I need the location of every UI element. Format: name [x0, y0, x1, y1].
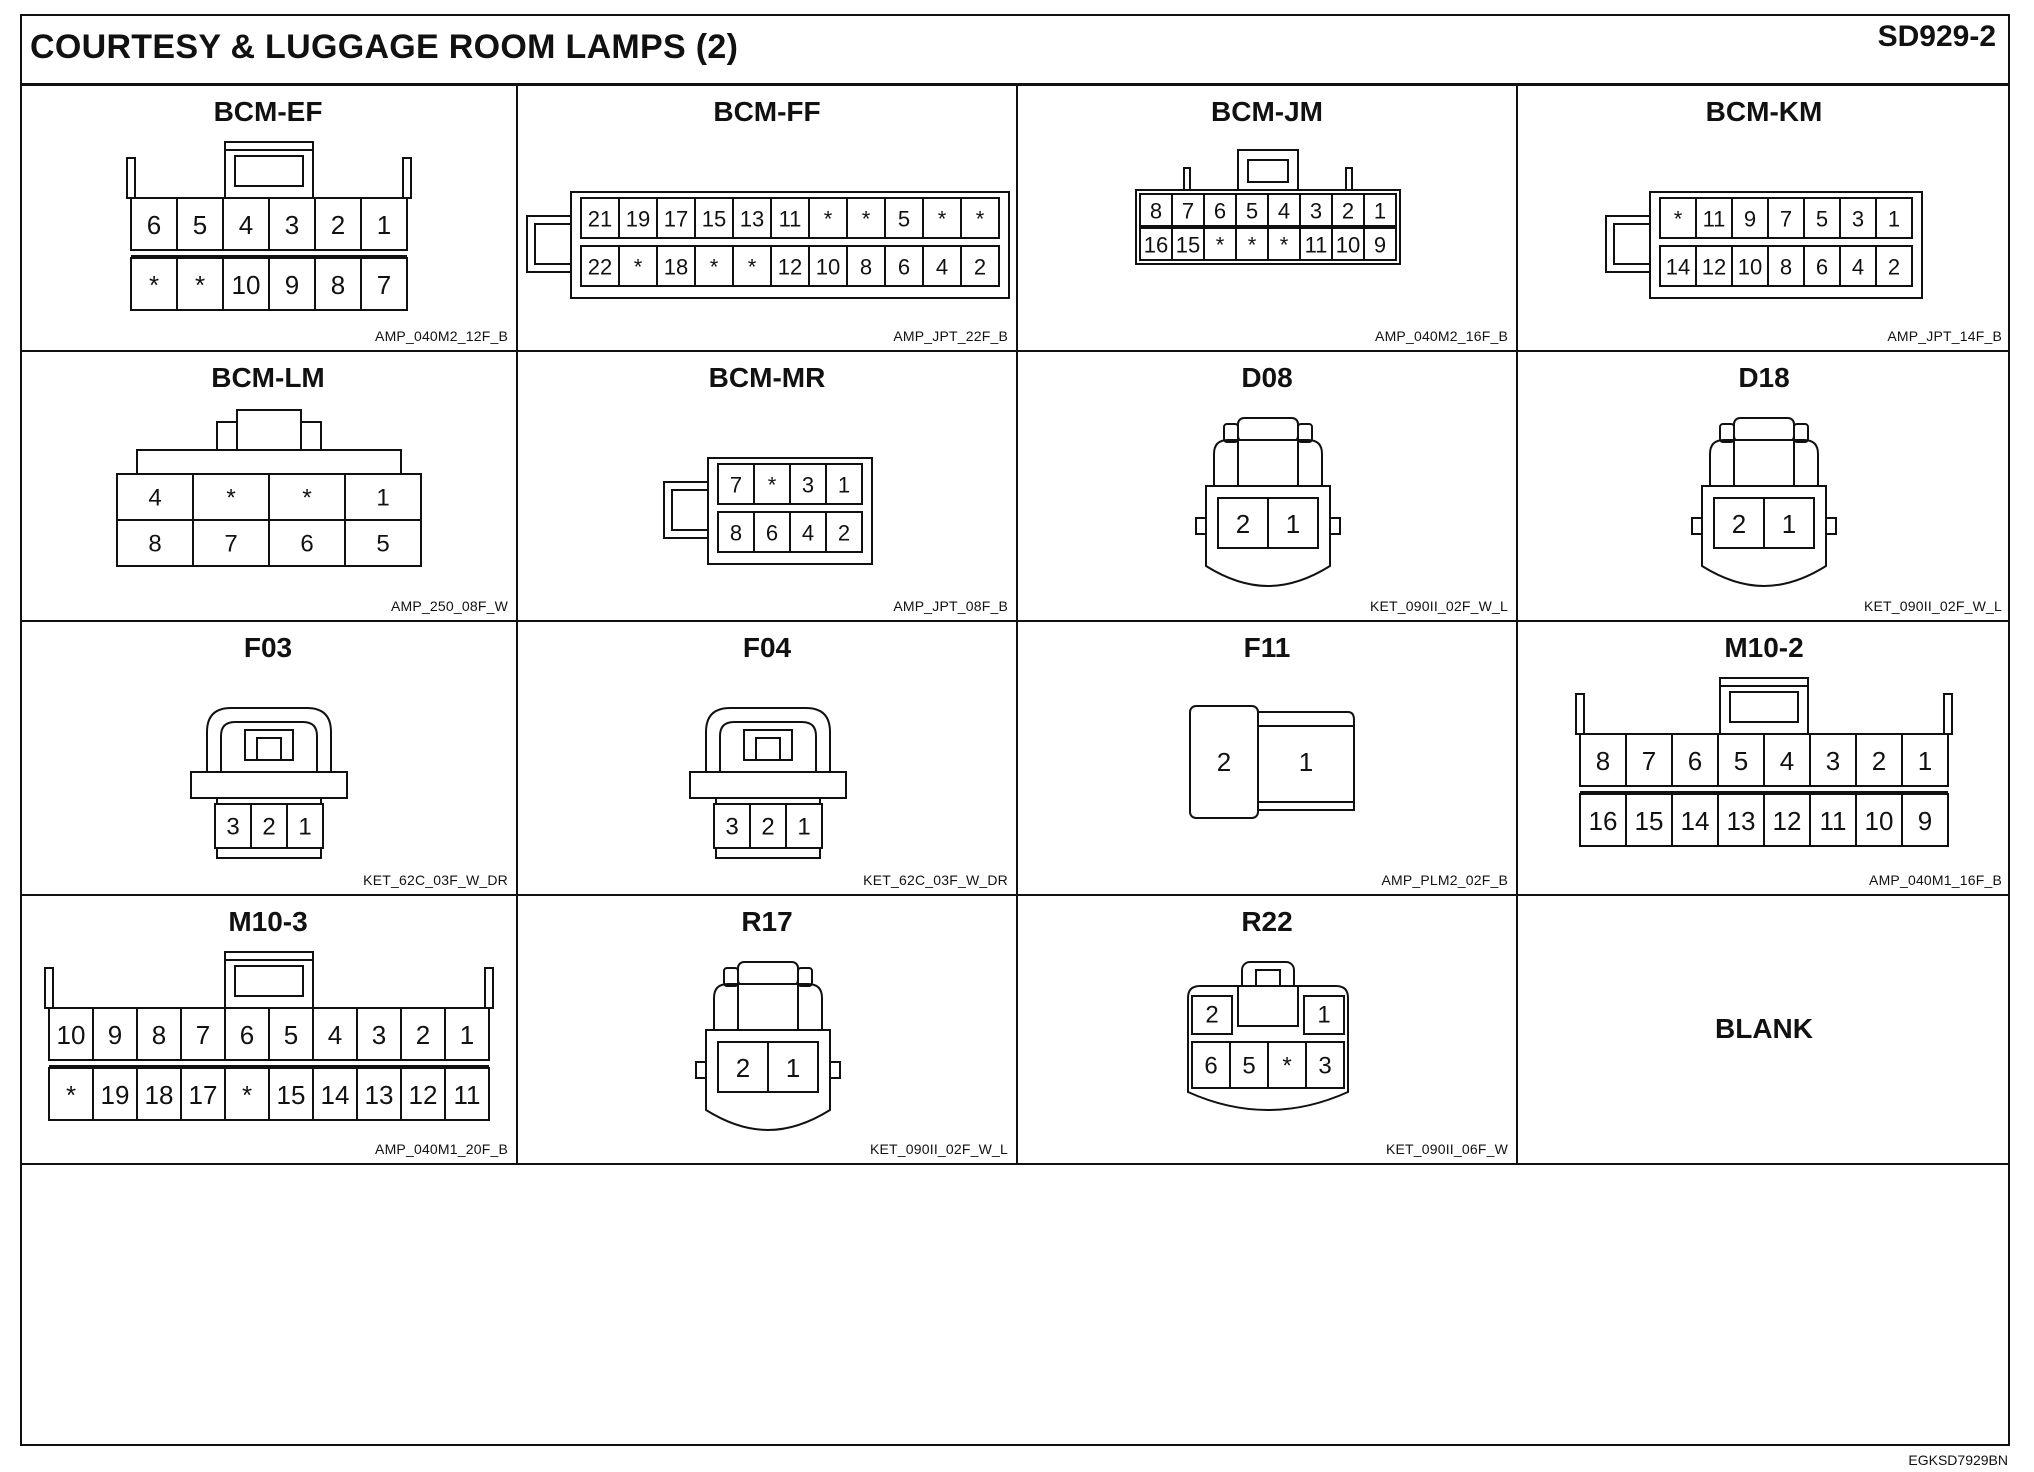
pin-label: 7 [224, 530, 238, 558]
connector-name: M10-2 [1724, 632, 1804, 663]
connector-cell [518, 86, 1018, 352]
pin-label: * [975, 206, 985, 232]
pin-label: 1 [376, 484, 390, 512]
pin-label: 11 [1702, 206, 1726, 232]
connector-cell [518, 896, 1018, 1165]
pin-label: 12 [777, 254, 803, 280]
connector-face-drawing [1518, 352, 2010, 598]
pin-label: * [302, 484, 312, 512]
connector-face-drawing [518, 896, 1018, 1141]
pin-label: 2 [735, 1053, 751, 1083]
pin-label: 17 [663, 206, 689, 232]
pin-label: 2 [1871, 746, 1887, 776]
pin-label: 6 [1213, 198, 1227, 224]
connector-cell [1018, 896, 1518, 1165]
pin-label: 4 [327, 1020, 343, 1050]
pin-label: 1 [837, 472, 851, 498]
connector-name: F11 [1243, 632, 1291, 663]
pin-label: 13 [739, 206, 765, 232]
connector-part-code: KET_62C_03F_W_DR [863, 872, 1008, 888]
pin-label: 9 [107, 1020, 123, 1050]
connector-face-drawing [518, 86, 1018, 328]
pin-label: 8 [148, 530, 162, 558]
pin-label: 8 [1149, 198, 1163, 224]
pin-label: 3 [226, 813, 240, 841]
pin-label: 4 [1851, 254, 1865, 280]
pin-label: 14 [1680, 806, 1710, 836]
pin-label: 4 [801, 520, 815, 546]
pin-label: 1 [1887, 206, 1901, 232]
pin-label: 6 [1204, 1052, 1218, 1080]
connector-cell [1518, 352, 2010, 622]
pin-label: 5 [1245, 198, 1259, 224]
pin-label: 13 [364, 1080, 394, 1110]
pin-label: 10 [1864, 806, 1894, 836]
connector-face-drawing [1518, 622, 2010, 872]
connector-part-code: AMP_PLM2_02F_B [1381, 872, 1508, 888]
connector-face-drawing [20, 622, 518, 872]
pin-label: 4 [148, 484, 162, 512]
pin-label: * [241, 1080, 253, 1110]
pin-label: 6 [765, 520, 779, 546]
pin-label: 2 [1731, 509, 1747, 539]
pin-label: 3 [801, 472, 815, 498]
connector-part-code: KET_62C_03F_W_DR [363, 872, 508, 888]
blank-cell [1518, 896, 2010, 1165]
pin-label: 10 [1737, 254, 1763, 280]
pin-label: 15 [701, 206, 727, 232]
pin-label: 5 [1242, 1052, 1256, 1080]
connector-cell [1018, 622, 1518, 896]
connector-face-drawing [518, 622, 1018, 872]
pin-label: 5 [283, 1020, 299, 1050]
pin-label: 8 [1779, 254, 1793, 280]
pin-label: 16 [1143, 232, 1169, 258]
pin-label: 15 [1175, 232, 1201, 258]
pin-label: 1 [1373, 198, 1387, 224]
connector-part-code: KET_090II_02F_W_L [869, 1141, 1008, 1157]
connector-part-code: AMP_JPT_22F_B [893, 328, 1008, 344]
pin-label: 5 [897, 206, 911, 232]
connector-cell [20, 896, 518, 1165]
connector-part-code: AMP_JPT_08F_B [893, 598, 1008, 614]
pin-label: 1 [459, 1020, 475, 1050]
connector-name: R17 [741, 906, 793, 937]
connector-face-drawing [1018, 896, 1518, 1141]
pin-label: * [861, 206, 871, 232]
pin-label: 8 [1595, 746, 1611, 776]
connector-name: BCM-KM [1705, 96, 1823, 127]
pin-label: 7 [1779, 206, 1793, 232]
connector-face-drawing [20, 86, 518, 328]
pin-label: 3 [371, 1020, 387, 1050]
pin-label: 8 [729, 520, 743, 546]
pin-label: 10 [815, 254, 841, 280]
pin-label: 7 [376, 270, 392, 300]
connector-part-code: AMP_040M2_12F_B [375, 328, 508, 344]
pin-label: 2 [1205, 1001, 1219, 1029]
pin-label: 1 [1298, 747, 1314, 777]
pin-label: 22 [587, 254, 613, 280]
connector-name: BCM-EF [213, 96, 323, 127]
pin-label: 2 [1216, 747, 1232, 777]
pin-label: 2 [330, 210, 346, 240]
connector-face-drawing [1518, 86, 2010, 328]
pin-label: 9 [284, 270, 300, 300]
connector-name: F03 [243, 632, 293, 663]
pin-label: 15 [1634, 806, 1664, 836]
connector-face-drawing [1018, 86, 1518, 328]
connector-name: M10-3 [228, 906, 308, 937]
pin-label: 17 [188, 1080, 218, 1110]
pin-label: * [194, 270, 206, 300]
pin-label: 9 [1373, 232, 1387, 258]
pin-label: 12 [1701, 254, 1727, 280]
pin-label: 5 [192, 210, 208, 240]
pin-label: * [226, 484, 236, 512]
pin-label: 7 [729, 472, 743, 498]
pin-label: 11 [1304, 232, 1328, 258]
connector-cell [20, 352, 518, 622]
pin-label: * [709, 254, 719, 280]
connector-face-drawing [20, 352, 518, 598]
connector-part-code: KET_090II_02F_W_L [1863, 598, 2002, 614]
pin-label: * [747, 254, 757, 280]
pin-label: 2 [837, 520, 851, 546]
pin-label: 19 [625, 206, 651, 232]
pin-label: 12 [408, 1080, 438, 1110]
pin-label: 11 [1819, 806, 1847, 836]
pin-label: 6 [300, 530, 314, 558]
connector-cell [1518, 86, 2010, 352]
pin-label: 5 [1815, 206, 1829, 232]
pin-label: 1 [785, 1053, 801, 1083]
connector-cell [20, 622, 518, 896]
pin-label: * [1279, 232, 1289, 258]
pin-label: 3 [284, 210, 300, 240]
pin-label: 5 [376, 530, 390, 558]
pin-label: 9 [1917, 806, 1933, 836]
pin-label: 1 [1285, 509, 1301, 539]
pin-label: 12 [1772, 806, 1802, 836]
pin-label: 7 [1181, 198, 1195, 224]
pin-label: 13 [1726, 806, 1756, 836]
pin-label: 7 [195, 1020, 211, 1050]
pin-label: 2 [262, 813, 276, 841]
pin-label: 8 [330, 270, 346, 300]
connector-part-code: AMP_040M1_16F_B [1869, 872, 2002, 888]
connector-face-drawing [518, 352, 1018, 598]
pin-label: * [767, 472, 777, 498]
pin-label: 6 [1815, 254, 1829, 280]
pin-label: 15 [276, 1080, 306, 1110]
pin-label: 10 [1335, 232, 1361, 258]
connector-cell [518, 622, 1018, 896]
connector-name: BCM-JM [1211, 96, 1323, 127]
pin-label: 6 [1687, 746, 1703, 776]
connector-cell [1018, 352, 1518, 622]
pin-label: 4 [1779, 746, 1795, 776]
pin-label: 3 [725, 813, 739, 841]
connector-name: BCM-FF [713, 96, 821, 127]
connector-name: D08 [1241, 362, 1293, 393]
pin-label: 21 [587, 206, 613, 232]
pin-label: 1 [1781, 509, 1797, 539]
connector-name: R22 [1241, 906, 1293, 937]
connector-part-code: KET_090II_02F_W_L [1369, 598, 1508, 614]
connector-face-drawing [20, 896, 518, 1141]
connector-cell [518, 352, 1018, 622]
pin-label: 2 [415, 1020, 431, 1050]
blank-label: BLANK [1715, 1012, 1813, 1044]
pin-label: * [1247, 232, 1257, 258]
pin-label: 1 [298, 813, 312, 841]
pin-label: 19 [100, 1080, 130, 1110]
pin-label: 9 [1743, 206, 1757, 232]
pin-label: 3 [1851, 206, 1865, 232]
pin-label: 5 [1733, 746, 1749, 776]
pin-label: 2 [973, 254, 987, 280]
connector-cell [1518, 622, 2010, 896]
connector-part-code: AMP_250_08F_W [391, 598, 508, 614]
pin-label: 4 [1277, 198, 1291, 224]
connector-cell [1018, 86, 1518, 352]
connector-part-code: AMP_040M2_16F_B [1375, 328, 1508, 344]
page-code: SD929-2 [1877, 20, 1996, 53]
page-title: COURTESY & LUGGAGE ROOM LAMPS (2) [30, 28, 739, 66]
pin-label: 11 [453, 1080, 481, 1110]
pin-label: 1 [797, 813, 811, 841]
connector-face-drawing [1018, 352, 1518, 598]
connector-name: BCM-LM [211, 362, 325, 393]
pin-label: 2 [1341, 198, 1355, 224]
pin-label: 18 [144, 1080, 174, 1110]
connector-part-code: KET_090II_06F_W [1385, 1141, 1508, 1157]
pin-label: * [633, 254, 643, 280]
pin-label: 8 [859, 254, 873, 280]
connector-part-code: AMP_JPT_14F_B [1887, 328, 2002, 344]
connector-face-drawing [1018, 622, 1518, 872]
pin-label: 2 [761, 813, 775, 841]
pin-label: 3 [1309, 198, 1323, 224]
connector-name: F04 [742, 632, 792, 663]
pin-label: 1 [1917, 746, 1933, 776]
connector-name: D18 [1738, 362, 1790, 393]
pin-label: 2 [1235, 509, 1251, 539]
pin-label: 4 [238, 210, 254, 240]
figure-id: EGKSD7929BN [1908, 1452, 2008, 1468]
pin-label: 3 [1825, 746, 1841, 776]
pin-label: 1 [1317, 1001, 1331, 1029]
pin-label: 16 [1588, 806, 1618, 836]
pin-label: * [1673, 206, 1683, 232]
pin-label: 4 [935, 254, 949, 280]
pin-label: 14 [320, 1080, 350, 1110]
pin-label: * [823, 206, 833, 232]
pin-label: 10 [231, 270, 261, 300]
pin-label: * [1282, 1052, 1292, 1080]
pin-label: 10 [56, 1020, 86, 1050]
connector-cell [20, 86, 518, 352]
pin-label: * [937, 206, 947, 232]
pin-label: * [148, 270, 160, 300]
connector-part-code: AMP_040M1_20F_B [375, 1141, 508, 1157]
pin-label: 14 [1665, 254, 1691, 280]
pin-label: 6 [239, 1020, 255, 1050]
pin-label: 11 [778, 206, 802, 232]
pin-label: 3 [1318, 1052, 1332, 1080]
pin-label: 7 [1641, 746, 1657, 776]
pin-label: 6 [897, 254, 911, 280]
pin-label: 6 [146, 210, 162, 240]
pin-label: 18 [663, 254, 689, 280]
pin-label: 2 [1887, 254, 1901, 280]
pin-label: 8 [151, 1020, 167, 1050]
pin-label: * [1215, 232, 1225, 258]
connector-name: BCM-MR [708, 362, 826, 393]
pin-label: 1 [376, 210, 392, 240]
pin-label: * [65, 1080, 77, 1110]
